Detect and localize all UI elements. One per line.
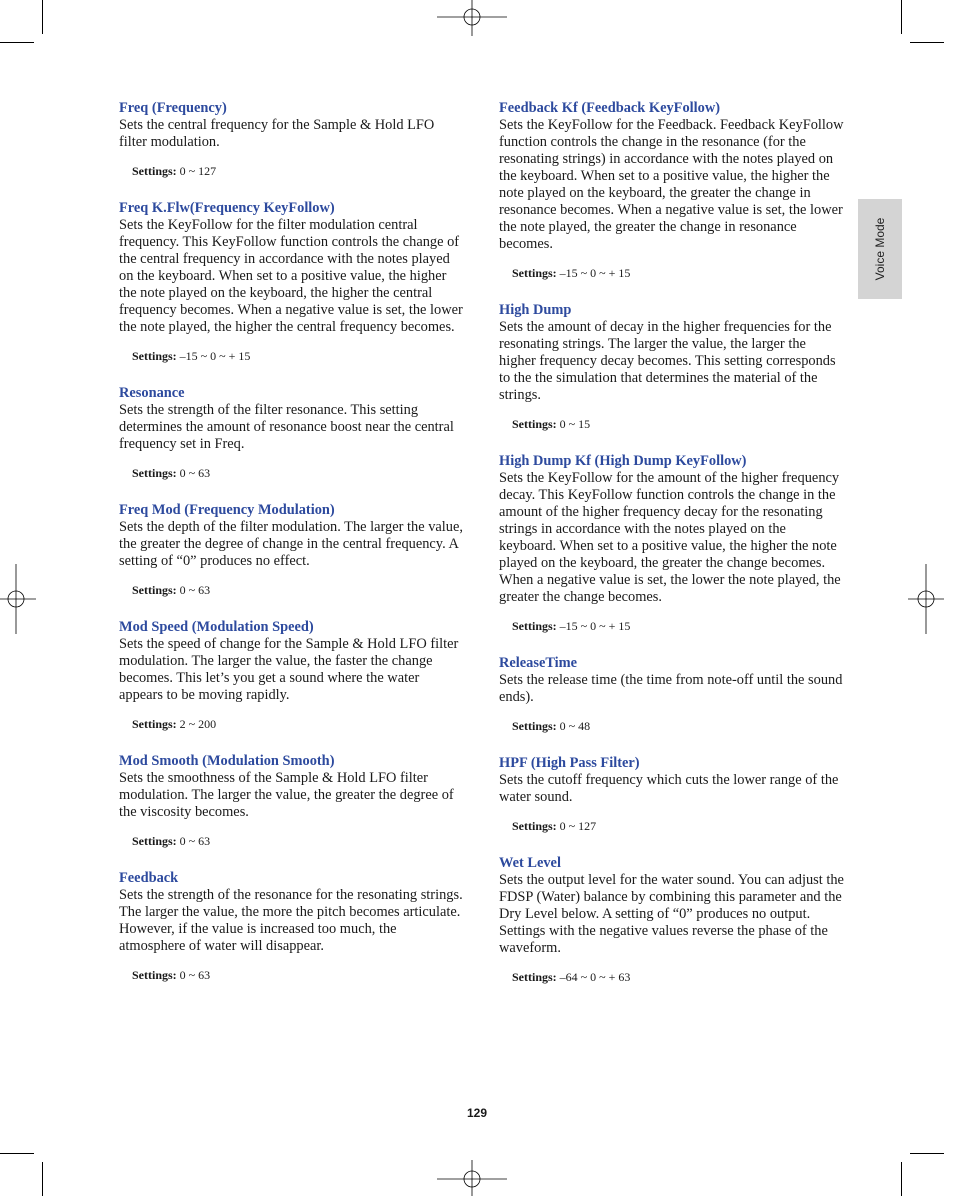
- registration-mark-bottom-icon: [437, 1160, 507, 1196]
- entry-spacer: [119, 731, 464, 753]
- parameter-description: Sets the KeyFollow for the filter modulation central frequency. This KeyFollow function controls the change of the central frequency in accordance with the notes played on the keyboard. When set to a positive value, the higher the note played on the keyboard, the higher the central frequency becomes. When a negative value is set, the lower the note played, the higher the central frequency becomes.: [119, 217, 463, 335]
- settings-label: Settings:: [132, 968, 177, 982]
- settings-label: Settings:: [132, 583, 177, 597]
- settings-label: Settings:: [512, 970, 557, 984]
- page-number: 129: [466, 1106, 488, 1120]
- parameter-title: Freq Mod (Frequency Modulation): [119, 502, 335, 518]
- parameter-description: Sets the amount of decay in the higher frequencies for the resonating strings. The larger the value, the larger the higher frequency decay becomes. This setting corresponds to the the simulation that determines the material of the strings.: [499, 319, 836, 403]
- parameter-description: Sets the strength of the resonance for the resonating strings. The larger the value, the more the pitch becomes articulate. However, if the value is increased too much, the atmosphere of water will disappear.: [119, 887, 463, 954]
- parameter-title: Wet Level: [499, 855, 561, 871]
- parameter-settings: [132, 164, 464, 178]
- parameter-settings: [512, 970, 844, 984]
- settings-label: Settings:: [512, 266, 557, 280]
- registration-mark-right-icon: [908, 564, 944, 634]
- section-side-tab: [858, 199, 902, 299]
- parameter-description: Sets the output level for the water sound. You can adjust the FDSP (Water) balance by combining this parameter and the Dry Level below. A setting of “0” produces no output. Settings with the negative values reverse the phase of the waveform.: [499, 872, 844, 956]
- parameter-settings: [132, 834, 464, 848]
- entry-spacer: [499, 833, 844, 855]
- crop-mark-bottom-right-v: [901, 1162, 902, 1196]
- crop-mark-top-left-v: [42, 0, 43, 34]
- parameter-settings: [512, 417, 844, 431]
- parameter-title: Feedback: [119, 870, 179, 886]
- entry-spacer: [119, 848, 464, 870]
- parameter-description: Sets the KeyFollow for the amount of the higher frequency decay. This KeyFollow function controls the change in the amount of the higher frequency decay for the resonating strings in accordance with the notes played on the keyboard. When set to a positive value, the higher the note played on the keyboard, the greater the change becomes. When a negative value is set, the lower the note played, the greater the change becomes.: [499, 470, 841, 605]
- crop-mark-top-right-v: [901, 0, 902, 34]
- parameter-entry: [119, 619, 464, 731]
- crop-mark-bottom-left-h: [0, 1153, 34, 1154]
- right-column: [499, 100, 844, 984]
- entry-spacer: [119, 597, 464, 619]
- settings-label: Settings:: [132, 349, 177, 363]
- parameter-entry: [119, 100, 464, 178]
- parameter-settings: [132, 466, 464, 480]
- settings-value: 0 ~ 127: [179, 164, 217, 178]
- parameter-description: Sets the cutoff frequency which cuts the lower range of the water sound.: [499, 772, 839, 805]
- parameter-title: High Dump: [499, 302, 572, 318]
- settings-value: 0 ~ 48: [559, 719, 591, 733]
- settings-value: 2 ~ 200: [179, 717, 217, 731]
- settings-value: –15 ~ 0 ~ + 15: [559, 266, 631, 280]
- entry-spacer: [119, 480, 464, 502]
- parameter-entry: [499, 755, 844, 833]
- left-column: [119, 100, 464, 982]
- settings-value: 0 ~ 15: [559, 417, 591, 431]
- crop-mark-top-left-h: [0, 42, 34, 43]
- parameter-description: Sets the depth of the filter modulation. The larger the value, the greater the degree of change in the central frequency. A setting of “0” produces no effect.: [119, 519, 463, 569]
- parameter-description: Sets the KeyFollow for the Feedback. Feedback KeyFollow function controls the change in the resonance (for the resonating strings) in accordance with the notes played on the keyboard. When set to a positive value, the higher the note played on the keyboard, the greater the change in resonance becomes. When a negative value is set, the lower the note played, the greater the change in resonance becomes.: [499, 117, 844, 252]
- registration-mark-top-icon: [437, 0, 507, 36]
- parameter-title: Freq K.Flw(Frequency KeyFollow): [119, 200, 335, 216]
- parameter-entry: [499, 100, 844, 280]
- parameter-title: Feedback Kf (Feedback KeyFollow): [499, 100, 721, 116]
- parameter-entry: [119, 870, 464, 982]
- settings-value: 0 ~ 63: [179, 834, 211, 848]
- parameter-entry: [119, 385, 464, 480]
- parameter-entry: [499, 855, 844, 984]
- settings-value: –64 ~ 0 ~ + 63: [559, 970, 631, 984]
- parameter-title: Mod Smooth (Modulation Smooth): [119, 753, 335, 769]
- parameter-settings: [132, 349, 464, 363]
- entry-spacer: [119, 178, 464, 200]
- parameter-title: High Dump Kf (High Dump KeyFollow): [499, 453, 747, 469]
- settings-label: Settings:: [132, 717, 177, 731]
- settings-value: 0 ~ 63: [179, 968, 211, 982]
- entry-spacer: [499, 280, 844, 302]
- parameter-entry: [119, 753, 464, 848]
- parameter-description: Sets the central frequency for the Sample & Hold LFO filter modulation.: [119, 117, 435, 150]
- parameter-title: HPF (High Pass Filter): [499, 755, 640, 771]
- parameter-entry: [119, 200, 464, 363]
- parameter-entry: [499, 302, 844, 431]
- settings-label: Settings:: [512, 619, 557, 633]
- settings-label: Settings:: [132, 834, 177, 848]
- settings-label: Settings:: [512, 417, 557, 431]
- parameter-settings: [132, 968, 464, 982]
- settings-value: –15 ~ 0 ~ + 15: [179, 349, 251, 363]
- settings-label: Settings:: [132, 164, 177, 178]
- settings-label: Settings:: [512, 719, 557, 733]
- settings-value: –15 ~ 0 ~ + 15: [559, 619, 631, 633]
- parameter-settings: [132, 717, 464, 731]
- settings-label: Settings:: [512, 819, 557, 833]
- parameter-settings: [132, 583, 464, 597]
- registration-mark-left-icon: [0, 564, 36, 634]
- settings-value: 0 ~ 63: [179, 583, 211, 597]
- entry-spacer: [499, 733, 844, 755]
- parameter-description: Sets the release time (the time from note-off until the sound ends).: [499, 672, 843, 705]
- crop-mark-top-right-h: [910, 42, 944, 43]
- parameter-description: Sets the smoothness of the Sample & Hold LFO filter modulation. The larger the value, the greater the degree of the viscosity becomes.: [119, 770, 454, 820]
- parameter-settings: [512, 266, 844, 280]
- settings-label: Settings:: [132, 466, 177, 480]
- parameter-entry: [499, 453, 844, 633]
- settings-value: 0 ~ 63: [179, 466, 211, 480]
- parameter-title: ReleaseTime: [499, 655, 578, 671]
- settings-value: 0 ~ 127: [559, 819, 597, 833]
- parameter-entry: [499, 655, 844, 733]
- entry-spacer: [119, 363, 464, 385]
- parameter-title: Freq (Frequency): [119, 100, 227, 116]
- parameter-settings: [512, 619, 844, 633]
- parameter-settings: [512, 719, 844, 733]
- parameter-settings: [512, 819, 844, 833]
- side-tab-label: Voice Mode: [873, 217, 887, 281]
- crop-mark-bottom-left-v: [42, 1162, 43, 1196]
- crop-mark-bottom-right-h: [910, 1153, 944, 1154]
- parameter-description: Sets the speed of change for the Sample & Hold LFO filter modulation. The larger the value, the faster the change becomes. This let’s you get a sound where the water appears to be moving rapidly.: [119, 636, 459, 703]
- entry-spacer: [499, 431, 844, 453]
- parameter-entry: [119, 502, 464, 597]
- entry-spacer: [499, 633, 844, 655]
- parameter-title: Mod Speed (Modulation Speed): [119, 619, 314, 635]
- parameter-description: Sets the strength of the filter resonance. This setting determines the amount of resonance boost near the central frequency set in Freq.: [119, 402, 454, 452]
- parameter-title: Resonance: [119, 385, 185, 401]
